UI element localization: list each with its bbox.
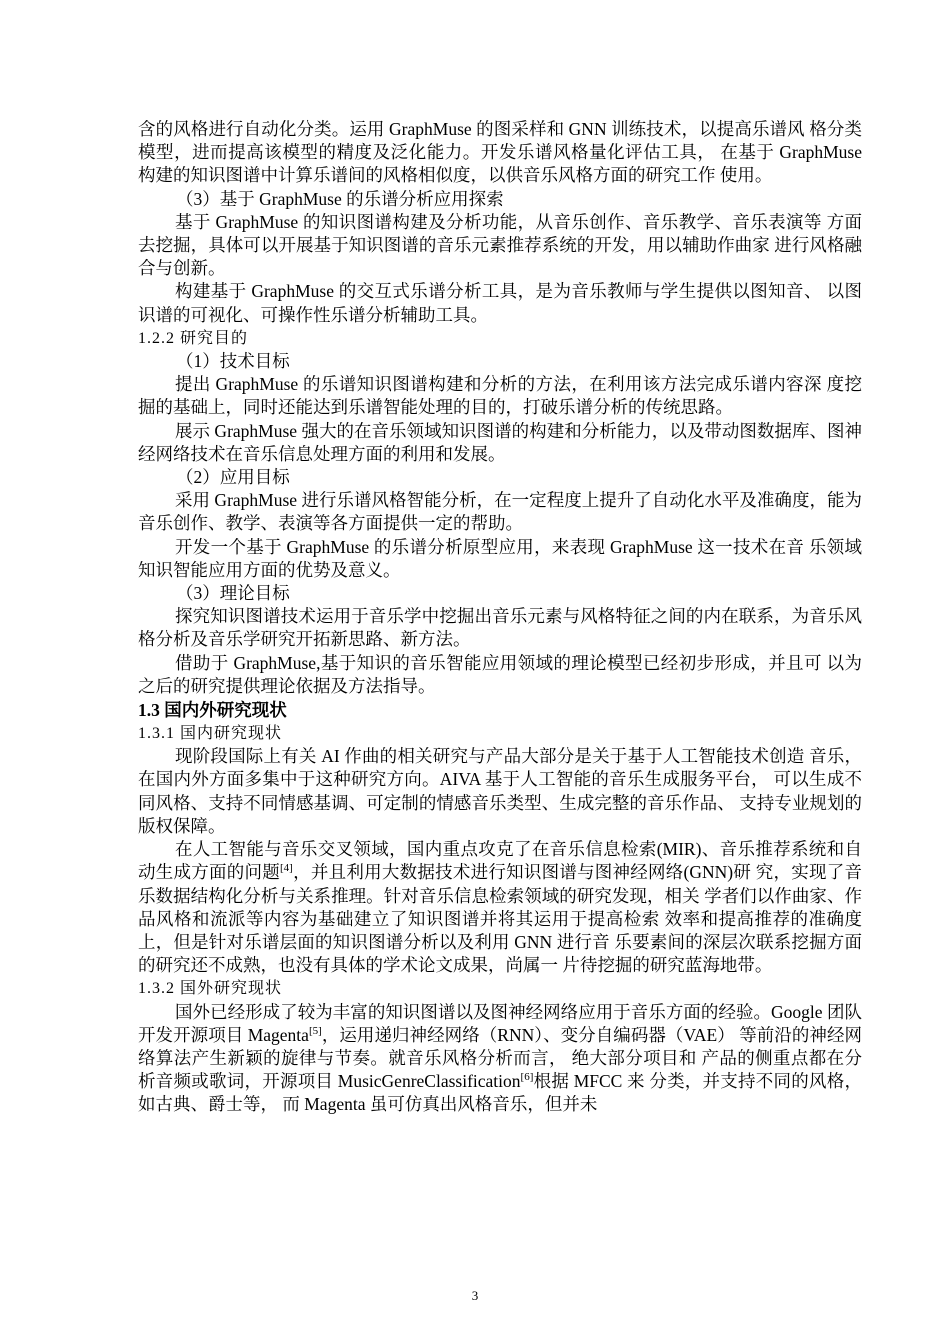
paragraph	[138, 1001, 862, 1117]
section-heading-1-2-2: 1.2.2 研究目的	[138, 329, 249, 347]
paragraph: 含的风格进行自动化分类。运用 GraphMuse 的图采样和 GNN 训练技术，以提高乐谱风 格分类模型，进而提高该模型的精度及泛化能力。开发乐谱风格量化评估工具， 在基于 GraphMuse 构建的知识图谱中计算乐谱间的风格相似度，以供音乐风格方面的研究工作 使用。	[138, 119, 862, 186]
paragraph: 现阶段国际上有关 AI 作曲的相关研究与产品大部分是关于基于人工智能技术创造 音乐，在国内外方面多集中于这种研究方向。AIVA 基于人工智能的音乐生成服务平台， 可以生成不同风格、支持不同情感基调、可定制的情感音乐类型、生成完整的音乐作品、 支持专业规划的版权保障。	[138, 746, 862, 836]
paragraph-text: 国外已经形成了较为丰富的知识图谱以及图神经网络应用于音乐方面的经验。Google 团队开发开源项目 Magenta	[138, 1001, 862, 1045]
paragraph: 借助于 GraphMuse,基于知识的音乐智能应用领域的理论模型已经初步形成，并且可 以为之后的研究提供理论依据及方法指导。	[138, 652, 862, 696]
paragraph: 开发一个基于 GraphMuse 的乐谱分析原型应用，来表现 GraphMuse 这一技术在音 乐领域知识智能应用方面的优势及意义。	[138, 536, 862, 580]
paragraph: 基于 GraphMuse 的知识图谱构建及分析功能，从音乐创作、音乐教学、音乐表演等 方面去挖掘，具体可以开展基于知识图谱的音乐元素推荐系统的开发，用以辅助作曲家 进行风格融合与创新。	[138, 211, 862, 279]
paragraph-text: ，并且利用大数据技术进行知识图谱与图神经网络(GNN)研 究，实现了音乐数据结构化分析与关系推理。针对音乐信息检索领域的研究发现，相关 学者们以作曲家、作品风格和流派等内容为基础建立了知识图谱并将其运用于提高检索 效率和提高推荐的准确度上，但是针对乐谱层面的知识图谱分析以及利用 GNN 进行音 乐要素间的深层次联系挖掘方面的研究还不成熟，也没有具体的学术论文成果，尚属一 片待挖掘的研究蓝海地带。	[138, 862, 862, 976]
paragraph: 探究知识图谱技术运用于音乐学中挖掘出音乐元素与风格特征之间的内在联系，为音乐风格分析及音乐学研究开拓新思路、新方法。	[138, 606, 862, 650]
paragraph-text: 根据 MFCC 来 分类，并支持不同的风格，如古典、爵士等， 而 Magenta 虽可仿真出风格音乐，但并未	[138, 1071, 862, 1115]
paragraph: 构建基于 GraphMuse 的交互式乐谱分析工具，是为音乐教师与学生提供以图知音、 以图识谱的可视化、可操作性乐谱分析辅助工具。	[138, 281, 862, 325]
paragraph: 提出 GraphMuse 的乐谱知识图谱构建和分析的方法，在利用该方法完成乐谱内容深 度挖掘的基础上，同时还能达到乐谱智能处理的目的，打破乐谱分析的传统思路。	[138, 374, 862, 418]
page-body	[138, 118, 862, 1117]
citation-ref: [4]	[280, 862, 293, 875]
paragraph-text: 在人工智能与音乐交叉领域，国内重点攻克了在音乐信息检索(MIR)、音乐推荐系统和自动生成方面的问题	[138, 839, 862, 883]
paragraph	[138, 838, 862, 977]
citation-ref: [6]	[520, 1071, 534, 1084]
paragraph: 展示 GraphMuse 强大的在音乐领域知识图谱的构建和分析能力，以及带动图数据库、图神经网络技术在音乐信息处理方面的利用和发展。	[138, 420, 862, 464]
page-number: 3	[471, 1288, 479, 1303]
paragraph-text: ，运用递归神经网络（RNN）、变分自编码器（VAE） 等前沿的神经网络算法产生新颖的旋律与节奏。就音乐风格分析而言， 绝大部分项目和 产品的侧重点都在分析音频或歌词，开源项目 MusicGenreClassification	[138, 1024, 862, 1092]
subsection-heading: （1）技术目标	[176, 351, 290, 372]
subsection-heading: （3）基于 GraphMuse 的乐谱分析应用探索	[176, 188, 504, 209]
section-heading-1-3-1: 1.3.1 国内研究现状	[138, 725, 283, 743]
subsection-heading: （3）理论目标	[176, 583, 290, 604]
subsection-heading: （2）应用目标	[176, 467, 290, 488]
paragraph: 采用 GraphMuse 进行乐谱风格智能分析，在一定程度上提升了自动化水平及准确度，能为音乐创作、教学、表演等各方面提供一定的帮助。	[138, 490, 862, 534]
section-heading-1-3: 1.3 国内外研究现状	[138, 700, 287, 721]
section-heading-1-3-2: 1.3.2 国外研究现状	[138, 980, 283, 998]
citation-ref: [5]	[308, 1024, 322, 1037]
